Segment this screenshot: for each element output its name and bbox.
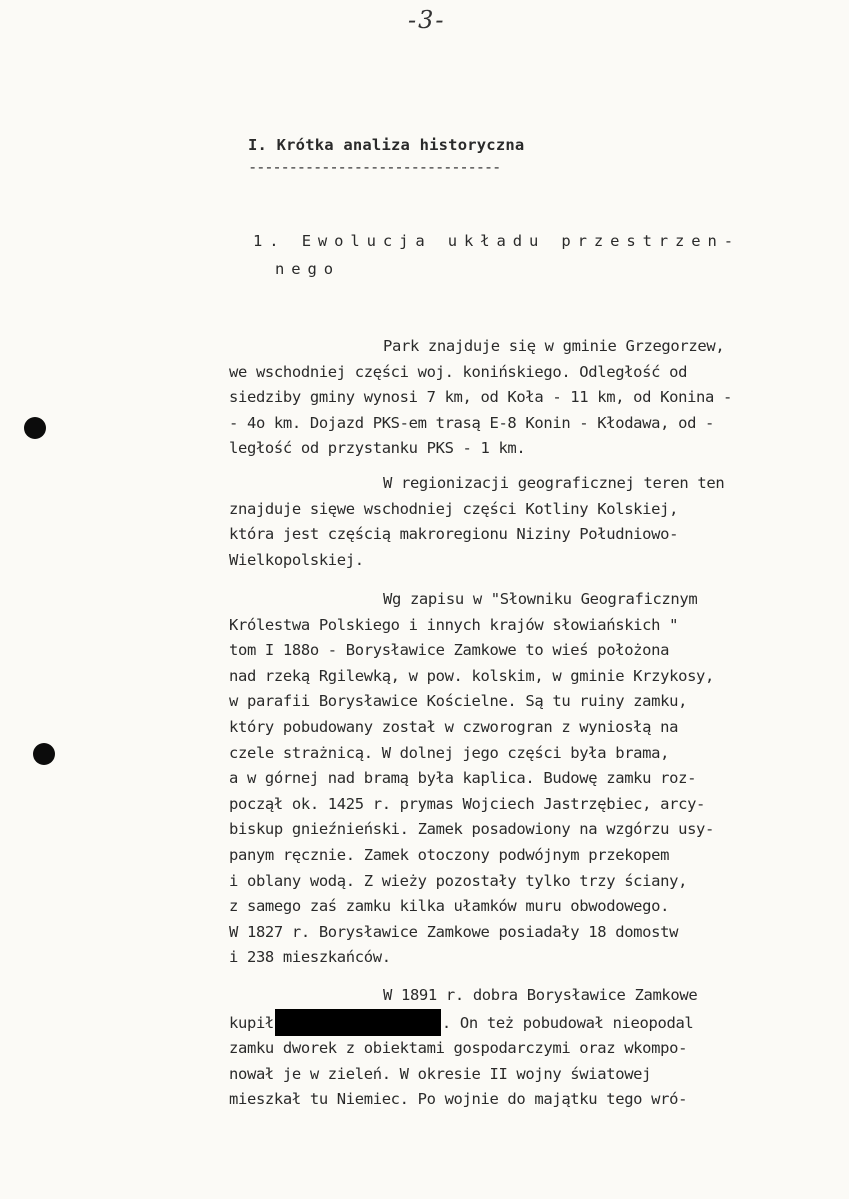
text-line: czele strażnicą. W dolnej jego części była brama, — [229, 743, 670, 762]
punch-hole — [33, 743, 55, 765]
text-line: W regionizacji geograficznej teren ten — [383, 474, 725, 492]
paragraph-history — [229, 587, 829, 971]
text-line: siedziby gminy wynosi 7 km, od Koła - 11 km, od Konina - — [229, 388, 732, 407]
text-line: - 4o km. Dojazd PKS-em trasą E-8 Konin - Kłodawa, od - — [229, 413, 715, 432]
text-line: z samego zaś zamku kilka ułamków muru obwodowego. — [229, 897, 670, 916]
text-line: mieszkał tu Niemiec. Po wojnie do majątku tego wró- — [229, 1090, 688, 1109]
page-number: -3- — [408, 6, 446, 34]
text-line: W 1827 r. Borysławice Zamkowe posiadały 18 domostw — [229, 922, 679, 941]
paragraph-geography — [229, 471, 829, 573]
redaction-box — [275, 1009, 441, 1036]
text-line: a w górnej nad bramą była kaplica. Budowę zamku roz- — [229, 769, 697, 788]
text-line: kupił . On też pobudował nieopodal — [229, 1009, 829, 1037]
text-line: zamku dworek z obiektami gospodarczymi oraz wkompo- — [229, 1039, 688, 1058]
text-line: tom I 188o - Borysławice Zamkowe to wieś położona — [229, 641, 670, 660]
punch-hole — [24, 417, 46, 439]
text-line: znajduje sięwe wschodniej części Kotliny Kolskiej, — [229, 499, 679, 518]
text-line: biskup gnieźnieński. Zamek posadowiony na wzgórzu usy- — [229, 820, 715, 839]
text-line: panym ręcznie. Zamek otoczony podwójnym przekopem — [229, 845, 670, 864]
text-line: Park znajduje się w gminie Grzegorzew, — [383, 337, 725, 355]
text-line: Królestwa Polskiego i innych krajów słowiańskich " — [229, 615, 679, 634]
title-underline: ------------------------------- — [248, 158, 501, 176]
subsection-heading-line-1: 1. Ewolucja układu przestrzen- — [253, 232, 740, 250]
text-line: W 1891 r. dobra Borysławice Zamkowe — [383, 986, 698, 1004]
text-line: ległość od przystanku PKS - 1 km. — [229, 439, 526, 458]
paragraph-estate — [229, 983, 829, 1113]
text-line: Wielkopolskiej. — [229, 550, 364, 569]
text-line: Wg zapisu w "Słowniku Geograficznym — [383, 590, 698, 608]
text-line: nad rzeką Rgilewką, w pow. kolskim, w gminie Krzykosy, — [229, 666, 715, 685]
text-line: i 238 mieszkańców. — [229, 948, 391, 967]
text-line: nował je w zieleń. W okresie II wojny światowej — [229, 1064, 652, 1083]
text-line: we wschodniej części woj. konińskiego. Odległość od — [229, 362, 688, 381]
paragraph-location — [229, 334, 829, 462]
text-line: począł ok. 1425 r. prymas Wojciech Jastrzębiec, arcy- — [229, 794, 706, 813]
text-line: i oblany wodą. Z wieży pozostały tylko trzy ściany, — [229, 871, 688, 890]
text-line: który pobudowany został w czworogran z wyniosłą na — [229, 717, 679, 736]
subsection-heading-line-2: nego — [275, 260, 340, 278]
section-title: I. Krótka analiza historyczna — [248, 136, 525, 154]
text-line: w parafii Borysławice Kościelne. Są tu ruiny zamku, — [229, 692, 688, 711]
text-line: która jest częścią makroregionu Niziny Południowo- — [229, 525, 679, 544]
